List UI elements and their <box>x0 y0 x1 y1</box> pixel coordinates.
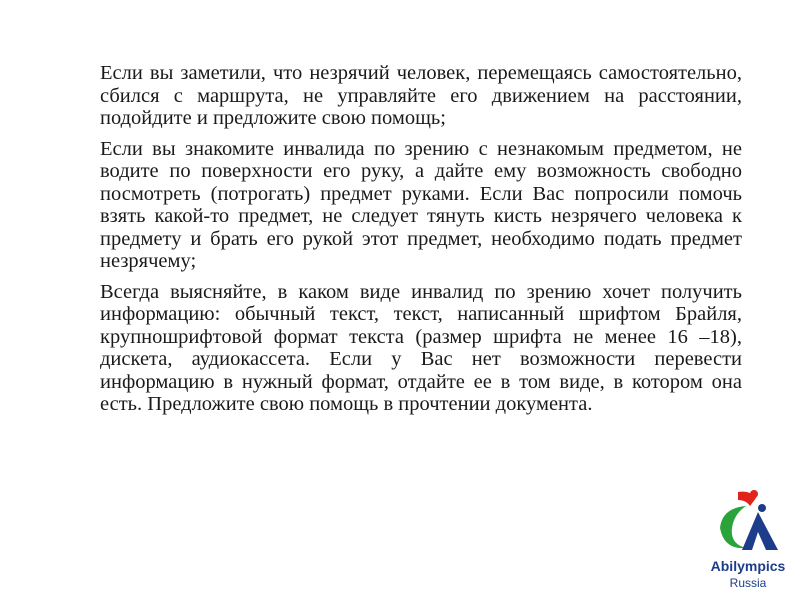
logo-name: Abilympics <box>710 558 786 574</box>
bullet-text: Если вы знакомите инвалида по зрению с незнакомым предметом, не водите по поверхности его руку, а дайте ему возможность свободно посмотреть (потрогать) предмет руками. Если Вас попросили помочь взять какой-то предмет, не следует тянуть кисть незрячего человека к предмету и брать его рукой этот предмет, необходимо подать предмет незрячему; <box>100 137 742 272</box>
abilympics-logo <box>700 488 796 598</box>
bullet-list <box>76 62 742 424</box>
logo-country: Russia <box>729 576 767 590</box>
bullet-item <box>76 62 742 130</box>
bullet-item <box>76 138 742 273</box>
bullet-text: Всегда выясняйте, в каком виде инвалид по зрению хочет получить информацию: обычный текст, текст, написанный шрифтом Брайля, крупношрифтовой формат текста (размер шрифта не менее 16 –18), дискета, аудиокассета. Если у Вас нет возможности перевести информацию в нужный формат, отдайте ее в том виде, в котором она есть. Предложите свою помощь в прочтении документа. <box>100 280 742 415</box>
bullet-text: Если вы заметили, что незрячий человек, перемещаясь самостоятельно, сбился с маршрута, не управляйте его движением на расстоянии, подойдите и предложите свою помощь; <box>100 62 742 129</box>
abilympics-emblem-icon <box>712 488 784 554</box>
bullet-item <box>76 281 742 416</box>
